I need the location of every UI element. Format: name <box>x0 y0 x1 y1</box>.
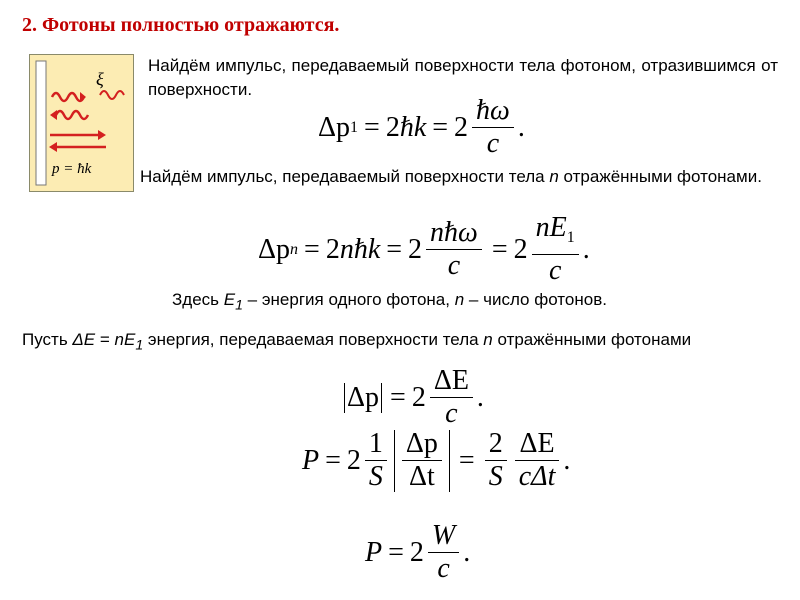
reflected-wave <box>56 111 88 119</box>
equation-pressure-final: P = 2 $\frac{W}{c}$ . <box>365 520 471 584</box>
illustration-graphic <box>30 55 133 191</box>
equation-pressure-derivation: P = 2 $\frac{1}{S}$ $\frac{\Delta p}{\Delta t}$ = $\frac{2}{S}$ $\frac{\Delta E}{\text{cΔt}}$ . <box>302 428 571 492</box>
fraction-hw-c: $\frac{h\omega}{c}$ <box>472 95 514 160</box>
paragraph-single-photon: Найдём импульс, передаваемый поверхности тела фотоном, отразившимся от поверхности. <box>148 56 778 99</box>
xi-symbol: ξ <box>96 69 104 89</box>
equation-momentum-energy: Δp = 2 $\frac{\Delta E}{c}$ . <box>342 365 484 430</box>
reflected-arrowhead <box>50 110 57 120</box>
paragraph-energy-definition: Здесь $E_1$ – энергия одного фотона, n – число фотонов. <box>172 290 607 314</box>
equation-single-photon: Δp 1 = 2 h k = 2 $\frac{h\omega}{c}$ . <box>318 95 525 159</box>
surface-wall <box>36 61 46 185</box>
slide-title: 2. Фотоны полностью отражаются. <box>22 14 340 36</box>
photon-reflection-illustration <box>29 54 134 192</box>
paragraph-n-photons: Найдём импульс, передаваемый поверхности тела n отражёнными фотонами. <box>140 167 762 186</box>
equation-n-photons: Δp n = 2 n h k = 2 $\frac{\text{nhω}}{c}$ = 2 $\frac{nE_1}{c}$ . <box>258 212 590 286</box>
incident-wave <box>52 93 84 101</box>
photon-wave-top <box>100 91 124 99</box>
momentum-formula: p = ħk <box>52 161 92 177</box>
paragraph-total-energy: Пусть $\Delta E = nE_1$ энергия, передаваемая поверхности тела n отражёнными фотонами <box>22 330 692 354</box>
